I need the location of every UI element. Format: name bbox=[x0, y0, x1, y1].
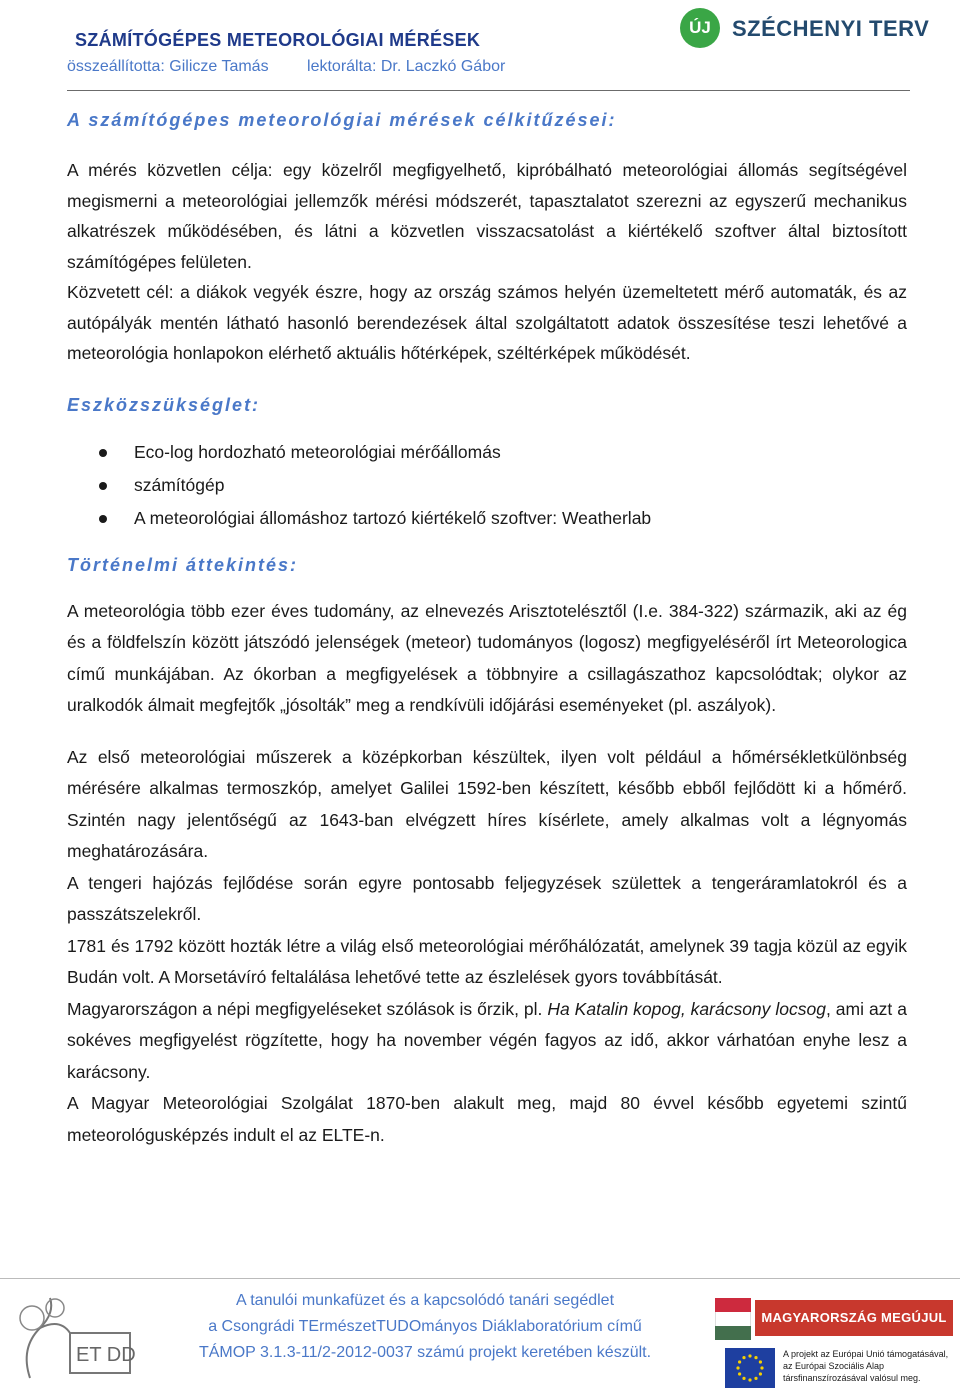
footer-line-2: a Csongrádi TErmészetTUDOmányos Diáklaboratórium című bbox=[208, 1318, 642, 1335]
eu-support-logo bbox=[725, 1348, 957, 1392]
mm-banner-text: MAGYARORSZÁG MEGÚJUL bbox=[755, 1300, 953, 1336]
compiled-by: összeállította: Gilicze Tamás bbox=[67, 58, 269, 75]
direct-goal-paragraph: A mérés közvetlen célja: egy közelről megfigyelhető, kipróbálható meteorológiai állomás segítségével megismerni a meteorológiai jellemzők mérési módszerét, tapasztalatot szerezni az egyszerű mechanikus alkatrészek működésében, és látni a közvetlen visszacsatolást a kiértékelő szoftver által biztosított számítógépes felületen. bbox=[67, 160, 907, 272]
hungarian-flag-icon bbox=[715, 1298, 751, 1340]
history-paragraph-1: A meteorológia több ezer éves tudomány, az elnevezés Arisztotelésztől (I.e. 384-322) származik, aki az ég és a földfelszín között játszódó jelenségek (meteor) tudományos (logosz) megfigyeléséről írt Meteorologica című munkájában. Az ókorban a megfigyelések a többnyire a csillagászathoz kapcsolódtak; olykor az uralkodók álmait megfejtők „jósolták” meg a rendkívüli időjárási eseményeket (pl. aszályok). bbox=[67, 600, 907, 715]
eu-support-text: A projekt az Európai Unió támogatásával, az Európai Szociális Alap társfinanszírozásával valósul meg. bbox=[783, 1349, 949, 1383]
list-item: A meteorológiai állomáshoz tartozó kiértékelő szoftver: Weatherlab bbox=[67, 502, 907, 535]
history-paragraph-4: 1781 és 1792 között hozták létre a világ első meteorológiai mérőhálózatát, amelynek 39 tagja közül az egyik Budán volt. A Morsetávíró feltalálása lehetővé tette az észlelések gyors továbbítását. bbox=[67, 935, 907, 987]
author-line bbox=[67, 58, 539, 76]
etdd-text: ET DD bbox=[76, 1344, 136, 1366]
history-heading: Történelmi áttekintés: bbox=[67, 554, 299, 575]
magyarorszag-megujul-logo bbox=[715, 1298, 955, 1340]
history-paragraph-5 bbox=[67, 994, 907, 1089]
footer-line-3: TÁMOP 3.1.3-11/2-2012-0037 számú projekt keretében készült. bbox=[198, 1344, 652, 1361]
list-item: Eco-log hordozható meteorológiai mérőállomás bbox=[67, 436, 907, 469]
tools-list bbox=[67, 436, 907, 535]
etdd-logo-icon bbox=[10, 1288, 140, 1388]
list-item: számítógép bbox=[67, 469, 907, 502]
history-paragraph-3: A tengeri hajózás fejlődése során egyre pontosabb feljegyzések születtek a tengeráramlatokról és a passzátszelekről. bbox=[67, 872, 907, 924]
indirect-goal-paragraph: Közvetett cél: a diákok vegyék észre, hogy az ország számos helyén üzemeltetett mérő automaták, és az autópályák mentén látható hasonló berendezések által szolgáltatott adatok összesítése teszi lehetővé a meteorológia honlapokon elérhető aktuális hőtérképek, széltérképek működését. bbox=[67, 282, 907, 363]
page-header bbox=[0, 0, 960, 92]
history-paragraph-6: A Magyar Meteorológiai Szolgálat 1870-ben alakult meg, majd 80 évvel később egyetemi szintű meteorológusképzés indult el az ELTE-n. bbox=[67, 1093, 907, 1145]
footer-line-1: A tanulói munkafüzet és a kapcsolódó tanári segédlet bbox=[235, 1292, 615, 1309]
main-content bbox=[67, 110, 907, 1151]
p5-text-end: , ami azt a sokéves megfigyelést rögzítette, hogy ha november végén fagyos az idő, akkor várhatóan enyhe lesz a karácsony. bbox=[67, 998, 907, 1082]
szechenyi-terv-logo bbox=[680, 8, 930, 68]
goals-heading: A számítógépes meteorológiai mérések célkitűzései: bbox=[67, 110, 617, 130]
page-footer bbox=[0, 1270, 960, 1393]
document-title: SZÁMÍTÓGÉPES METEOROLÓGIAI MÉRÉSEK bbox=[75, 30, 481, 50]
header-divider bbox=[67, 90, 910, 91]
tools-heading: Eszközszükséglet: bbox=[67, 394, 261, 415]
proverb-italic: Ha Katalin kopog, karácsony locsog bbox=[547, 998, 826, 1019]
history-paragraph-2: Az első meteorológiai műszerek a középkorban készültek, ilyen volt például a hőmérsékletkülönbség mérésére alkalmas termoszkóp, amelyet Galilei 1592-ben készített, később ebből fejlődött ki a hőmérő. Szintén nagy jelentőségű az 1643-ban elvégzett híres kísérlete, amely alkalmas volt a légnyomás meghatározására. bbox=[67, 746, 907, 861]
reviewed-by: lektorálta: Dr. Laczkó Gábor bbox=[307, 58, 506, 75]
szechenyi-logo-text: SZÉCHENYI TERV bbox=[732, 16, 930, 41]
szechenyi-circle-icon: ÚJ bbox=[680, 8, 720, 48]
footer-divider bbox=[0, 1278, 960, 1279]
eu-flag-icon bbox=[725, 1348, 775, 1388]
p5-text: Magyarországon a népi megfigyeléseket szólások is őrzik, pl. bbox=[67, 998, 548, 1019]
